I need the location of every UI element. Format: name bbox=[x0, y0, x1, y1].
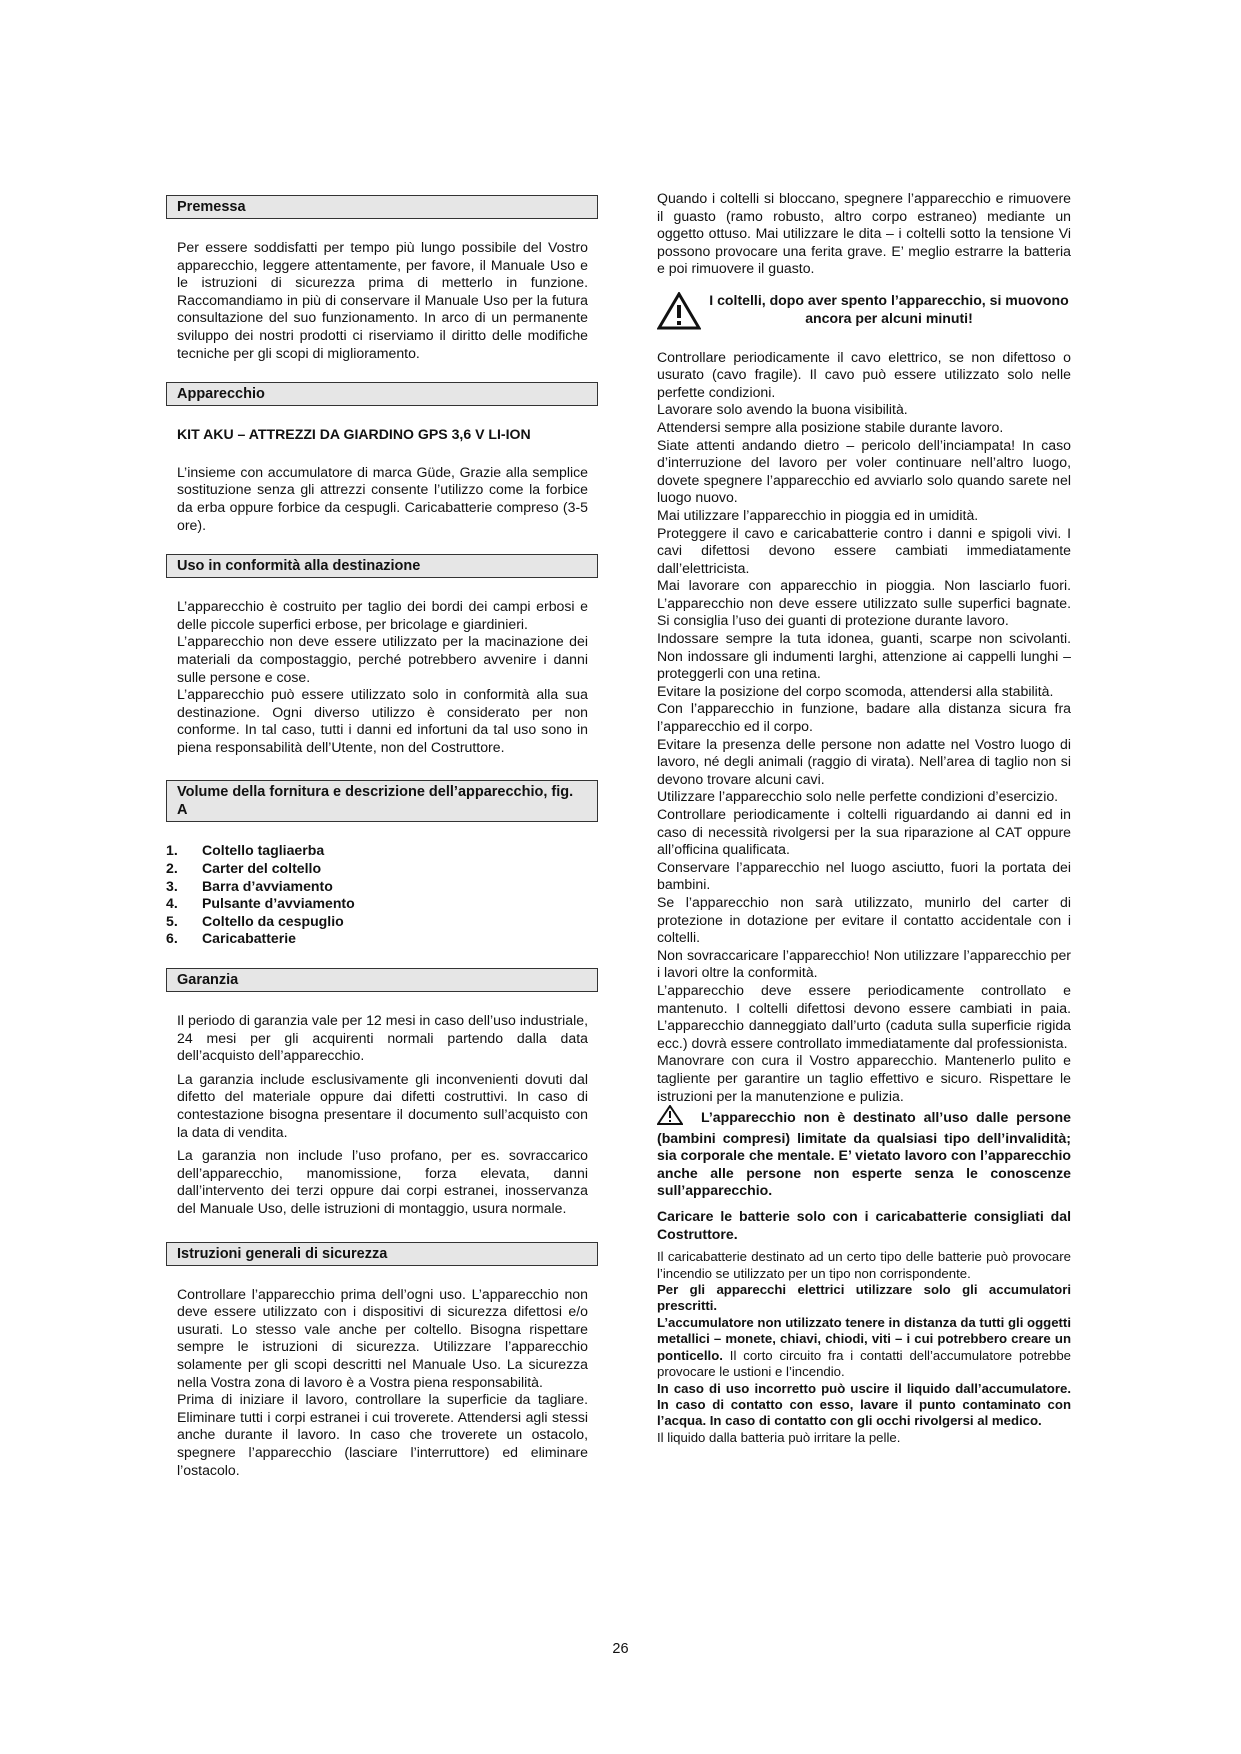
caricabatterie-note: Il caricabatterie destinato ad un certo tipo delle batterie può provocare l’incendio se utilizzato per un tipo non corrispondente. bbox=[657, 1249, 1071, 1281]
accumulatore-paragraph bbox=[657, 1315, 1071, 1381]
safety-line: Lavorare solo avendo la buona visibilità. bbox=[657, 401, 908, 418]
volume-header: Volume della fornitura e descrizione dell’apparecchio, fig. A bbox=[166, 780, 598, 822]
safety-line: Non sovraccaricare l’apparecchio! Non utilizzare l’apparecchio per i lavori oltre la conformità. bbox=[657, 946, 1071, 981]
safety-line: Siate attenti andando dietro – pericolo dell’inciampata! In caso d’interruzione del lavoro per voler continuare nell’altro luogo, dovete spegnere l’apparecchio ed avviarlo solo quando sarete nel luogo nuovo. bbox=[657, 436, 1071, 506]
safety-line: Evitare la presenza delle persone non adatte nel Vostro luogo di lavoro, né degli animali (raggio di virata). Nell’area di taglio non si devono trovare alcuni cavi. bbox=[657, 735, 1071, 787]
coltelli-paragraph: Quando i coltelli si bloccano, spegnere l’apparecchio e rimuovere il guasto (ramo robusto, altro corpo estraneo) mediante un oggetto ottuso. Mai utilizzare le dita – i coltelli sotto la tensione Vi possono provocare una ferita grave. E’ meglio estrarre la batteria e poi rimuovere il guasto. bbox=[657, 190, 1071, 277]
list-item: 4. Pulsante d’avviamento bbox=[166, 895, 355, 912]
kit-title: KIT AKU – ATTREZZI DA GIARDINO GPS 3,6 V LI-ION bbox=[177, 426, 531, 443]
list-item: 1. Coltello tagliaerba bbox=[166, 842, 325, 859]
premessa-header: Premessa bbox=[166, 195, 598, 219]
page-number: 26 bbox=[612, 1641, 629, 1657]
liquido-text: In caso di uso incorretto può uscire il liquido dall’accumulatore. In caso di contatto con esso, lavare il punto contaminato con l’acqua. In caso di contatto con gli occhi rivolgersi al medico. bbox=[657, 1380, 1071, 1429]
premessa-text: Per essere soddisfatti per tempo più lungo possibile del Vostro apparecchio, leggere attentamente, per favore, il Manuale Uso e le istruzioni di sicurezza prima di metterlo in funzione. Raccomandiamo in più di conservare il Manuale Uso per la futura consultazione del suo funzionamento. In arco di un permanente sviluppo dei nostri prodotti ci riserviamo il diritto delle modifiche tecniche per gli scopi di miglioramento. bbox=[177, 239, 588, 361]
sicurezza-p2: Prima di iniziare il lavoro, controllare la superficie da tagliare. Eliminare tutti i corpi estranei i cui troverete. Attendersi agli stessi anche durante il lavoro. In caso che troverete un ostacolo, spegnere l’apparecchio (lasciare l’interruttore) ed eliminare l’ostacolo. bbox=[177, 1391, 588, 1478]
accumulatore-normal: Il corto circuito fra i contatti dell’accumulatore potrebbe provocare le ustioni e l’incendio. bbox=[657, 1347, 1071, 1380]
left-column bbox=[166, 195, 598, 1479]
caricare-text: Caricare le batterie solo con i caricabatterie consigliati dal Costruttore. bbox=[657, 1208, 1071, 1242]
uso-p1: L’apparecchio è costruito per taglio dei bordi dei campi erbosi e delle piccole superfici erbose, per bricolage e giardinieri. bbox=[177, 598, 588, 632]
garanzia-p2: La garanzia include esclusivamente gli inconvenienti dovuti dal difetto del materiale oppure dai difetti costruttivi. In caso di contestazione bisogna presentare il documento sull’acquisto con la data di vendita. bbox=[177, 1070, 588, 1140]
warning-triangle-icon bbox=[657, 292, 707, 335]
list-item: 3. Barra d’avviamento bbox=[166, 877, 333, 894]
garanzia-header: Garanzia bbox=[166, 968, 598, 992]
list-item: 6. Caricabatterie bbox=[166, 930, 297, 947]
safety-line: Indossare sempre la tuta idonea, guanti, scarpe non scivolanti. Non indossare gli indumenti larghi, attenzione ai cappelli lunghi – proteggerli con una retina. bbox=[657, 630, 1071, 682]
safety-line: Se l’apparecchio non sarà utilizzato, munirlo del carter di protezione in dotazione per evitare il contatto accidentale con i coltelli. bbox=[657, 893, 1071, 946]
safety-line: Mai lavorare con apparecchio in pioggia. Non lasciarlo fuori. L’apparecchio non deve essere utilizzato sulle superfici bagnate. Si consiglia l’uso dei guanti di protezione durante lavoro. bbox=[657, 577, 1071, 629]
sicurezza-p1: Controllare l’apparecchio prima dell’ogni uso. L’apparecchio non deve essere utilizzato con i dispositivi di sicurezza difettosi e/o usurati. Lo stesso vale anche per coltello. Bisogna rispettare sempre le istruzioni di sicurezza. Utilizzare l’apparecchio solamente per gli scopi descritti nel Manuale Uso. La sicurezza nella Vostra zona di lavoro è a Vostra piena responsabilità. bbox=[177, 1285, 588, 1390]
garanzia-p1: Il periodo di garanzia vale per 12 mesi in caso dell’uso industriale, 24 mesi per gli acquirenti normali partendo dalla data dell’acquisto dell’apparecchio. bbox=[177, 1012, 588, 1064]
safety-line: Mai utilizzare l’apparecchio in pioggia ed in umidità. bbox=[657, 506, 979, 523]
warning-triangle-icon bbox=[657, 1105, 683, 1130]
sicurezza-header: Istruzioni generali di sicurezza bbox=[166, 1242, 598, 1266]
safety-line: Attendersi sempre alla posizione stabile durante lavoro. bbox=[657, 418, 1004, 435]
safety-line: Controllare periodicamente il cavo elettrico, se non difettoso o usurato (cavo fragile). Il cavo può essere utilizzato solo nelle perfette condizioni. bbox=[657, 348, 1071, 400]
safety-line: Proteggere il cavo e caricabatterie contro i danni e spigoli vivi. I cavi difettosi devono essere cambiati immediatamente dall’elettricista. bbox=[657, 524, 1071, 576]
apparecchio-header: Apparecchio bbox=[166, 382, 598, 406]
warning-text-2: L’apparecchio non è destinato all’uso dalle persone (bambini compresi) limitate da qualsiasi tipo dell’invalidità; sia corporale che mentale. E’ vietato lavoro con l’apparecchio anche alle persone non esperte senza le conoscenze sull’apparecchio. bbox=[657, 1109, 1071, 1199]
safety-line: Evitare la posizione del corpo scomoda, attendersi alla stabilità. bbox=[657, 682, 1054, 699]
accumulatori-text: Per gli apparecchi elettrici utilizzare solo gli accumulatori prescritti. bbox=[657, 1282, 1071, 1314]
uso-header: Uso in conformità alla destinazione bbox=[166, 554, 598, 578]
accumulatore-bold: L’accumulatore non utilizzato tenere in distanza da tutti gli oggetti metallici – monete, chiavi, chiodi, viti – i cui potrebbero creare un ponticello. bbox=[657, 1314, 1071, 1363]
parts-list bbox=[166, 842, 598, 948]
right-column bbox=[657, 190, 1071, 1446]
safety-line: Manovrare con cura il Vostro apparecchio. Mantenerlo pulito e tagliente per garantire un taglio effettivo e sicuro. Rispettare le istruzioni per la manutenzione e pulizia. bbox=[657, 1052, 1071, 1104]
safety-line: L’apparecchio deve essere periodicamente controllato e mantenuto. I coltelli difettosi devono essere cambiati in paia. L’apparecchio danneggiato dall’urto (caduta sulla superficie rigida ecc.) dovrà essere controllato immediatamente dal professionista. bbox=[657, 981, 1071, 1051]
safety-line: Conservare l’apparecchio nel luogo asciutto, fuori la portata dei bambini. bbox=[657, 858, 1071, 893]
warning-box-1 bbox=[657, 292, 1071, 335]
warning-box-2 bbox=[657, 1105, 1071, 1200]
list-item: 2. Carter del coltello bbox=[166, 860, 322, 877]
uso-p2: L’apparecchio non deve essere utilizzato per la macinazione dei materiali da compostaggio, perché potrebbero avvenire i danni sulle persone e cose. bbox=[177, 633, 588, 685]
safety-line: Con l’apparecchio in funzione, badare alla distanza sicura fra l’apparecchio ed il corpo. bbox=[657, 700, 1071, 735]
safety-line: Controllare periodicamente i coltelli riguardando ai danni ed in caso di necessità rivolgersi per la sua riparazione al CAT oppure all’officina qualificata. bbox=[657, 806, 1071, 858]
safety-lines bbox=[657, 349, 1071, 1106]
uso-p3: L’apparecchio può essere utilizzato solo in conformità alla sua destinazione. Ogni diverso utilizzo è considerato per non conforme. In tal caso, tutti i danni ed infortuni da tal uso sono in piena responsabilità dell’Utente, non del Costruttore. bbox=[177, 686, 588, 755]
safety-line: Utilizzare l’apparecchio solo nelle perfette condizioni d’esercizio. bbox=[657, 788, 1059, 805]
list-item: 5. Coltello da cespuglio bbox=[166, 912, 344, 929]
liquido-last: Il liquido dalla batteria può irritare la pelle. bbox=[657, 1429, 901, 1445]
garanzia-p3: La garanzia non include l’uso profano, per es. sovraccarico dell’apparecchio, manomissione, forza elevata, danni dall’intervento dei terzi oppure dai corpi estranei, inosservanza del Manuale Uso, delle istruzioni di montaggio, usura normale. bbox=[177, 1147, 588, 1216]
apparecchio-text: L’insieme con accumulatore di marca Güde, Grazie alla semplice sostituzione senza gli attrezzi consente l’utilizzo come la forbice da erba oppure forbice da cespugli. Caricabatterie compreso (3-5 ore). bbox=[177, 463, 588, 533]
warning-text-1: I coltelli, dopo aver spento l’apparecchio, si muovono ancora per alcuni minuti! bbox=[709, 291, 1069, 326]
